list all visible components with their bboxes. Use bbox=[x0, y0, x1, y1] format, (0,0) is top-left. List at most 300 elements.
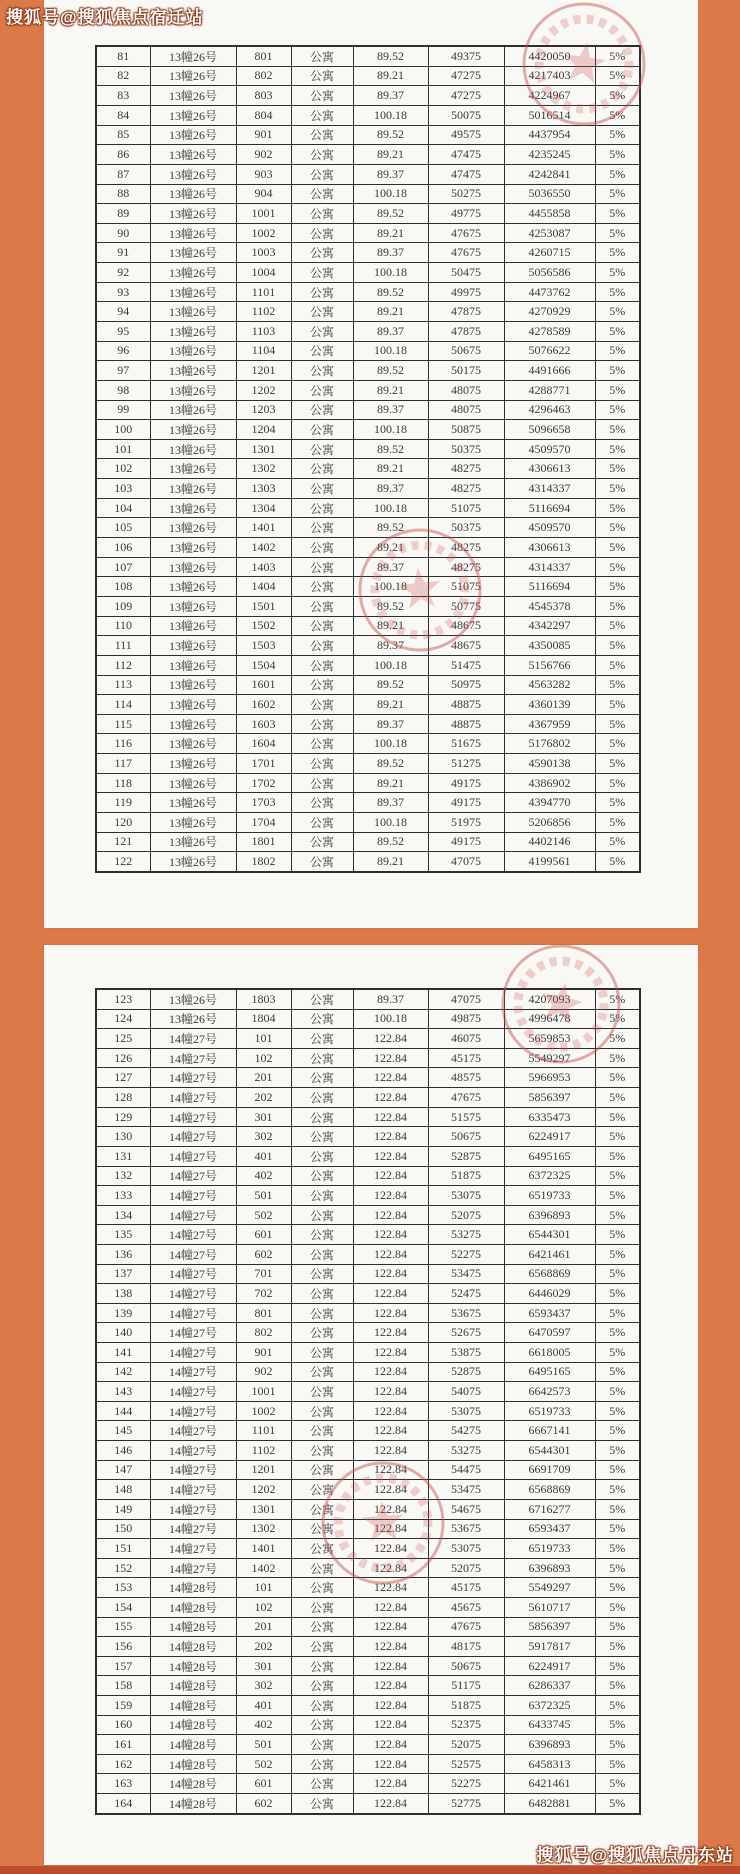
table-row bbox=[96, 1303, 640, 1323]
table-cell: 49175 bbox=[428, 773, 504, 793]
table-cell: 13幢26号 bbox=[150, 754, 236, 774]
table-cell: 5% bbox=[595, 773, 640, 793]
table-row bbox=[96, 852, 640, 872]
table-cell: 89.37 bbox=[353, 243, 428, 263]
table-cell: 100.18 bbox=[353, 498, 428, 518]
table-cell: 1204 bbox=[236, 420, 291, 440]
table-cell: 47275 bbox=[428, 66, 504, 86]
table-cell: 1604 bbox=[236, 734, 291, 754]
table-cell: 13幢26号 bbox=[150, 204, 236, 224]
table-cell: 5% bbox=[595, 1754, 640, 1774]
table-cell: 1102 bbox=[236, 302, 291, 322]
table-cell: 1802 bbox=[236, 852, 291, 872]
table-cell: 1001 bbox=[236, 1382, 291, 1402]
table-cell: 5156766 bbox=[504, 655, 595, 675]
table-cell: 601 bbox=[236, 1774, 291, 1794]
table-cell: 4217403 bbox=[504, 66, 595, 86]
table-cell: 公寓 bbox=[291, 1578, 353, 1598]
table-cell: 5% bbox=[595, 1460, 640, 1480]
table-cell: 14幢27号 bbox=[150, 1558, 236, 1578]
table-cell: 6642573 bbox=[504, 1382, 595, 1402]
table-cell: 4394770 bbox=[504, 793, 595, 813]
table-cell: 公寓 bbox=[291, 1735, 353, 1755]
table-cell: 52375 bbox=[428, 1715, 504, 1735]
table-cell: 122.84 bbox=[353, 1617, 428, 1637]
table-cell: 128 bbox=[96, 1088, 150, 1108]
table-cell: 公寓 bbox=[291, 1029, 353, 1049]
table-cell: 50675 bbox=[428, 1656, 504, 1676]
table-cell: 公寓 bbox=[291, 1068, 353, 1088]
table-row bbox=[96, 498, 640, 518]
table-cell: 公寓 bbox=[291, 1284, 353, 1304]
table-cell: 5056586 bbox=[504, 263, 595, 283]
table-cell: 13幢26号 bbox=[150, 734, 236, 754]
table-cell: 52775 bbox=[428, 1794, 504, 1814]
table-cell: 138 bbox=[96, 1284, 150, 1304]
table-cell: 123 bbox=[96, 989, 150, 1009]
table-cell: 93 bbox=[96, 282, 150, 302]
table-cell: 公寓 bbox=[291, 1499, 353, 1519]
table-cell: 13幢26号 bbox=[150, 282, 236, 302]
table-cell: 6593437 bbox=[504, 1519, 595, 1539]
table-cell: 47675 bbox=[428, 1088, 504, 1108]
table-row bbox=[96, 1421, 640, 1441]
table-cell: 5% bbox=[595, 1362, 640, 1382]
table-cell: 5% bbox=[595, 1637, 640, 1657]
table-cell: 121 bbox=[96, 832, 150, 852]
table-cell: 88 bbox=[96, 184, 150, 204]
table-cell: 14幢27号 bbox=[150, 1284, 236, 1304]
table-cell: 89.37 bbox=[353, 400, 428, 420]
table-cell: 122.84 bbox=[353, 1519, 428, 1539]
table-cell: 公寓 bbox=[291, 223, 353, 243]
table-cell: 117 bbox=[96, 754, 150, 774]
table-cell: 5% bbox=[595, 1695, 640, 1715]
table-cell: 122.84 bbox=[353, 1539, 428, 1559]
table-cell: 14幢27号 bbox=[150, 1107, 236, 1127]
table-cell: 1304 bbox=[236, 498, 291, 518]
table-cell: 202 bbox=[236, 1637, 291, 1657]
table-cell: 公寓 bbox=[291, 1754, 353, 1774]
table-cell: 100.18 bbox=[353, 105, 428, 125]
table-cell: 公寓 bbox=[291, 479, 353, 499]
table-cell: 122.84 bbox=[353, 1146, 428, 1166]
table-cell: 126 bbox=[96, 1048, 150, 1068]
table-cell: 50175 bbox=[428, 361, 504, 381]
table-cell: 5% bbox=[595, 1519, 640, 1539]
table-row bbox=[96, 695, 640, 715]
table-cell: 51075 bbox=[428, 577, 504, 597]
table-cell: 122.84 bbox=[353, 1441, 428, 1461]
table-cell: 48275 bbox=[428, 479, 504, 499]
table-cell: 89.21 bbox=[353, 616, 428, 636]
table-row bbox=[96, 1519, 640, 1539]
table-cell: 122.84 bbox=[353, 1499, 428, 1519]
table-cell: 51075 bbox=[428, 498, 504, 518]
table-row bbox=[96, 125, 640, 145]
table-cell: 801 bbox=[236, 1303, 291, 1323]
table-cell: 13幢26号 bbox=[150, 263, 236, 283]
table-cell: 14幢28号 bbox=[150, 1617, 236, 1637]
table-cell: 4342297 bbox=[504, 616, 595, 636]
table-cell: 1203 bbox=[236, 400, 291, 420]
table-cell: 89.21 bbox=[353, 223, 428, 243]
table-cell: 803 bbox=[236, 86, 291, 106]
table-cell: 5% bbox=[595, 793, 640, 813]
table-cell: 5549297 bbox=[504, 1048, 595, 1068]
table-cell: 公寓 bbox=[291, 125, 353, 145]
table-cell: 202 bbox=[236, 1088, 291, 1108]
table-cell: 公寓 bbox=[291, 1107, 353, 1127]
table-cell: 13幢26号 bbox=[150, 184, 236, 204]
table-cell: 52475 bbox=[428, 1284, 504, 1304]
table-cell: 52875 bbox=[428, 1362, 504, 1382]
table-cell: 51275 bbox=[428, 754, 504, 774]
table-cell: 141 bbox=[96, 1343, 150, 1363]
table-cell: 904 bbox=[236, 184, 291, 204]
table-cell: 122.84 bbox=[353, 1676, 428, 1696]
table-row bbox=[96, 1048, 640, 1068]
table-cell: 54675 bbox=[428, 1499, 504, 1519]
table-cell: 13幢26号 bbox=[150, 577, 236, 597]
table-cell: 5% bbox=[595, 1656, 640, 1676]
table-cell: 159 bbox=[96, 1695, 150, 1715]
table-cell: 47875 bbox=[428, 302, 504, 322]
table-cell: 公寓 bbox=[291, 1617, 353, 1637]
table-cell: 13幢26号 bbox=[150, 852, 236, 872]
table-cell: 13幢26号 bbox=[150, 125, 236, 145]
table-cell: 122.84 bbox=[353, 1029, 428, 1049]
table-cell: 122.84 bbox=[353, 1107, 428, 1127]
table-cell: 4224967 bbox=[504, 86, 595, 106]
table-cell: 4367959 bbox=[504, 714, 595, 734]
table-cell: 5% bbox=[595, 243, 640, 263]
table-cell: 公寓 bbox=[291, 322, 353, 342]
table-cell: 100.18 bbox=[353, 655, 428, 675]
table-cell: 公寓 bbox=[291, 655, 353, 675]
table-row bbox=[96, 1617, 640, 1637]
table-cell: 302 bbox=[236, 1676, 291, 1696]
table-cell: 96 bbox=[96, 341, 150, 361]
table-cell: 501 bbox=[236, 1735, 291, 1755]
table-cell: 122.84 bbox=[353, 1735, 428, 1755]
table-cell: 129 bbox=[96, 1107, 150, 1127]
table-cell: 137 bbox=[96, 1264, 150, 1284]
table-cell: 89.37 bbox=[353, 322, 428, 342]
table-cell: 13幢26号 bbox=[150, 557, 236, 577]
table-cell: 89.21 bbox=[353, 459, 428, 479]
table-cell: 公寓 bbox=[291, 1774, 353, 1794]
table-cell: 13幢26号 bbox=[150, 361, 236, 381]
table-cell: 5% bbox=[595, 1499, 640, 1519]
table-cell: 135 bbox=[96, 1225, 150, 1245]
table-cell: 164 bbox=[96, 1794, 150, 1814]
table-cell: 5% bbox=[595, 636, 640, 656]
table-cell: 89.52 bbox=[353, 832, 428, 852]
table-row bbox=[96, 420, 640, 440]
table-cell: 13幢26号 bbox=[150, 636, 236, 656]
table-cell: 48175 bbox=[428, 1637, 504, 1657]
table-cell: 公寓 bbox=[291, 675, 353, 695]
table-cell: 87 bbox=[96, 164, 150, 184]
table-cell: 6224917 bbox=[504, 1127, 595, 1147]
table-cell: 公寓 bbox=[291, 498, 353, 518]
table-cell: 47475 bbox=[428, 164, 504, 184]
table-cell: 6396893 bbox=[504, 1735, 595, 1755]
table-cell: 13幢26号 bbox=[150, 86, 236, 106]
table-cell: 14幢28号 bbox=[150, 1597, 236, 1617]
table-cell: 13幢26号 bbox=[150, 793, 236, 813]
table-cell: 122.84 bbox=[353, 1284, 428, 1304]
table-cell: 1401 bbox=[236, 518, 291, 538]
table-cell: 5% bbox=[595, 1205, 640, 1225]
table-cell: 公寓 bbox=[291, 105, 353, 125]
table-cell: 5917817 bbox=[504, 1637, 595, 1657]
table-cell: 5% bbox=[595, 1597, 640, 1617]
table-cell: 公寓 bbox=[291, 1637, 353, 1657]
table-cell: 122.84 bbox=[353, 1754, 428, 1774]
table-row bbox=[96, 1244, 640, 1264]
table-cell: 1001 bbox=[236, 204, 291, 224]
table-cell: 5% bbox=[595, 498, 640, 518]
table-row bbox=[96, 1401, 640, 1421]
table-cell: 公寓 bbox=[291, 1048, 353, 1068]
table-cell: 103 bbox=[96, 479, 150, 499]
table-cell: 公寓 bbox=[291, 361, 353, 381]
table-cell: 13幢26号 bbox=[150, 223, 236, 243]
table-cell: 14幢27号 bbox=[150, 1480, 236, 1500]
table-cell: 公寓 bbox=[291, 439, 353, 459]
table-cell: 公寓 bbox=[291, 813, 353, 833]
table-row bbox=[96, 518, 640, 538]
table-cell: 122.84 bbox=[353, 1558, 428, 1578]
table-cell: 122.84 bbox=[353, 1127, 428, 1147]
table-cell: 1202 bbox=[236, 380, 291, 400]
table-cell: 95 bbox=[96, 322, 150, 342]
table-cell: 5% bbox=[595, 184, 640, 204]
table-cell: 公寓 bbox=[291, 66, 353, 86]
table-row bbox=[96, 479, 640, 499]
table-row bbox=[96, 675, 640, 695]
table-cell: 89.52 bbox=[353, 675, 428, 695]
table-cell: 公寓 bbox=[291, 1088, 353, 1108]
table-cell: 14幢27号 bbox=[150, 1029, 236, 1049]
table-cell: 119 bbox=[96, 793, 150, 813]
table-cell: 5549297 bbox=[504, 1578, 595, 1598]
table-cell: 14幢27号 bbox=[150, 1166, 236, 1186]
table-cell: 4491666 bbox=[504, 361, 595, 381]
table-cell: 48875 bbox=[428, 714, 504, 734]
table-cell: 1301 bbox=[236, 1499, 291, 1519]
table-cell: 13幢26号 bbox=[150, 439, 236, 459]
table-cell: 6519733 bbox=[504, 1186, 595, 1206]
table-cell: 4235245 bbox=[504, 145, 595, 165]
table-cell: 公寓 bbox=[291, 1401, 353, 1421]
table-cell: 5% bbox=[595, 1166, 640, 1186]
table-cell: 89.21 bbox=[353, 852, 428, 872]
table-cell: 公寓 bbox=[291, 1244, 353, 1264]
table-cell: 公寓 bbox=[291, 46, 353, 66]
table-cell: 公寓 bbox=[291, 1480, 353, 1500]
table-cell: 公寓 bbox=[291, 1558, 353, 1578]
table-cell: 5% bbox=[595, 420, 640, 440]
table-row bbox=[96, 538, 640, 558]
table-cell: 52275 bbox=[428, 1244, 504, 1264]
table-cell: 122.84 bbox=[353, 1460, 428, 1480]
table-cell: 6544301 bbox=[504, 1441, 595, 1461]
table-cell: 14幢27号 bbox=[150, 1068, 236, 1088]
table-cell: 6396893 bbox=[504, 1205, 595, 1225]
table-cell: 5% bbox=[595, 263, 640, 283]
table-row bbox=[96, 66, 640, 86]
table-cell: 163 bbox=[96, 1774, 150, 1794]
table-cell: 4509570 bbox=[504, 439, 595, 459]
table-cell: 51575 bbox=[428, 1107, 504, 1127]
table-cell: 48275 bbox=[428, 538, 504, 558]
table-cell: 6224917 bbox=[504, 1656, 595, 1676]
table-cell: 101 bbox=[96, 439, 150, 459]
table-row bbox=[96, 86, 640, 106]
table-row bbox=[96, 243, 640, 263]
table-cell: 公寓 bbox=[291, 380, 353, 400]
table-cell: 1403 bbox=[236, 557, 291, 577]
table-cell: 89.37 bbox=[353, 793, 428, 813]
table-cell: 5% bbox=[595, 223, 640, 243]
table-cell: 1602 bbox=[236, 695, 291, 715]
sohu-watermark-bottom: 搜狐号@搜狐焦点丹东站 bbox=[536, 1846, 734, 1865]
table-row bbox=[96, 302, 640, 322]
table-cell: 1402 bbox=[236, 538, 291, 558]
table-cell: 5116694 bbox=[504, 577, 595, 597]
table-cell: 4260715 bbox=[504, 243, 595, 263]
table-cell: 108 bbox=[96, 577, 150, 597]
table-cell: 1003 bbox=[236, 243, 291, 263]
table-cell: 49375 bbox=[428, 46, 504, 66]
table-row bbox=[96, 1323, 640, 1343]
table-cell: 14幢27号 bbox=[150, 1088, 236, 1108]
table-row bbox=[96, 1343, 640, 1363]
table-cell: 14幢27号 bbox=[150, 1401, 236, 1421]
table-row bbox=[96, 1107, 640, 1127]
table-cell: 133 bbox=[96, 1186, 150, 1206]
price-table-page-1 bbox=[95, 45, 641, 873]
table-cell: 14幢27号 bbox=[150, 1421, 236, 1441]
table-row bbox=[96, 1539, 640, 1559]
table-cell: 14幢28号 bbox=[150, 1656, 236, 1676]
table-cell: 122.84 bbox=[353, 1048, 428, 1068]
table-cell: 公寓 bbox=[291, 616, 353, 636]
table-cell: 公寓 bbox=[291, 1264, 353, 1284]
table-cell: 45175 bbox=[428, 1048, 504, 1068]
table-cell: 50875 bbox=[428, 420, 504, 440]
table-cell: 50775 bbox=[428, 596, 504, 616]
table-cell: 公寓 bbox=[291, 204, 353, 224]
table-cell: 公寓 bbox=[291, 852, 353, 872]
table-cell: 53875 bbox=[428, 1343, 504, 1363]
table-row bbox=[96, 1088, 640, 1108]
table-cell: 4360139 bbox=[504, 695, 595, 715]
table-cell: 54475 bbox=[428, 1460, 504, 1480]
table-cell: 公寓 bbox=[291, 636, 353, 656]
table-cell: 131 bbox=[96, 1146, 150, 1166]
table-cell: 47675 bbox=[428, 223, 504, 243]
table-cell: 6458313 bbox=[504, 1754, 595, 1774]
table-cell: 1302 bbox=[236, 459, 291, 479]
table-cell: 5% bbox=[595, 380, 640, 400]
table-cell: 1701 bbox=[236, 754, 291, 774]
table-cell: 公寓 bbox=[291, 1009, 353, 1029]
table-cell: 6482881 bbox=[504, 1794, 595, 1814]
table-cell: 公寓 bbox=[291, 714, 353, 734]
table-cell: 5966953 bbox=[504, 1068, 595, 1088]
table-cell: 4473762 bbox=[504, 282, 595, 302]
table-cell: 13幢26号 bbox=[150, 479, 236, 499]
table-row bbox=[96, 341, 640, 361]
table-cell: 5% bbox=[595, 577, 640, 597]
table-cell: 47075 bbox=[428, 852, 504, 872]
table-cell: 1803 bbox=[236, 989, 291, 1009]
table-cell: 47875 bbox=[428, 322, 504, 342]
table-row bbox=[96, 1578, 640, 1598]
table-cell: 100.18 bbox=[353, 734, 428, 754]
table-cell: 89.37 bbox=[353, 164, 428, 184]
table-cell: 81 bbox=[96, 46, 150, 66]
table-cell: 1704 bbox=[236, 813, 291, 833]
table-cell: 6495165 bbox=[504, 1362, 595, 1382]
table-cell: 14幢27号 bbox=[150, 1441, 236, 1461]
table-cell: 51675 bbox=[428, 734, 504, 754]
table-cell: 89 bbox=[96, 204, 150, 224]
table-cell: 5% bbox=[595, 518, 640, 538]
table-row bbox=[96, 557, 640, 577]
table-cell: 301 bbox=[236, 1107, 291, 1127]
table-cell: 902 bbox=[236, 1362, 291, 1382]
table-cell: 5% bbox=[595, 1774, 640, 1794]
table-cell: 90 bbox=[96, 223, 150, 243]
table-cell: 122.84 bbox=[353, 1794, 428, 1814]
table-cell: 157 bbox=[96, 1656, 150, 1676]
table-cell: 122.84 bbox=[353, 1186, 428, 1206]
table-cell: 89.52 bbox=[353, 439, 428, 459]
table-cell: 5% bbox=[595, 1578, 640, 1598]
table-cell: 4402146 bbox=[504, 832, 595, 852]
table-row bbox=[96, 773, 640, 793]
table-cell: 14幢27号 bbox=[150, 1244, 236, 1264]
table-cell: 公寓 bbox=[291, 1715, 353, 1735]
table-cell: 5% bbox=[595, 322, 640, 342]
table-cell: 公寓 bbox=[291, 695, 353, 715]
table-row bbox=[96, 263, 640, 283]
table-row bbox=[96, 223, 640, 243]
table-cell: 5% bbox=[595, 1225, 640, 1245]
table-cell: 122.84 bbox=[353, 1656, 428, 1676]
table-cell: 公寓 bbox=[291, 1225, 353, 1245]
table-cell: 50275 bbox=[428, 184, 504, 204]
table-cell: 122.84 bbox=[353, 1088, 428, 1108]
table-cell: 公寓 bbox=[291, 1146, 353, 1166]
table-cell: 802 bbox=[236, 66, 291, 86]
table-cell: 89.37 bbox=[353, 557, 428, 577]
table-cell: 4242841 bbox=[504, 164, 595, 184]
bottom-border-bar bbox=[0, 1866, 740, 1874]
table-cell: 1004 bbox=[236, 263, 291, 283]
table-cell: 122.84 bbox=[353, 1225, 428, 1245]
table-cell: 13幢26号 bbox=[150, 341, 236, 361]
table-row bbox=[96, 1794, 640, 1814]
table-cell: 100.18 bbox=[353, 420, 428, 440]
table-cell: 1103 bbox=[236, 322, 291, 342]
table-cell: 14幢27号 bbox=[150, 1499, 236, 1519]
